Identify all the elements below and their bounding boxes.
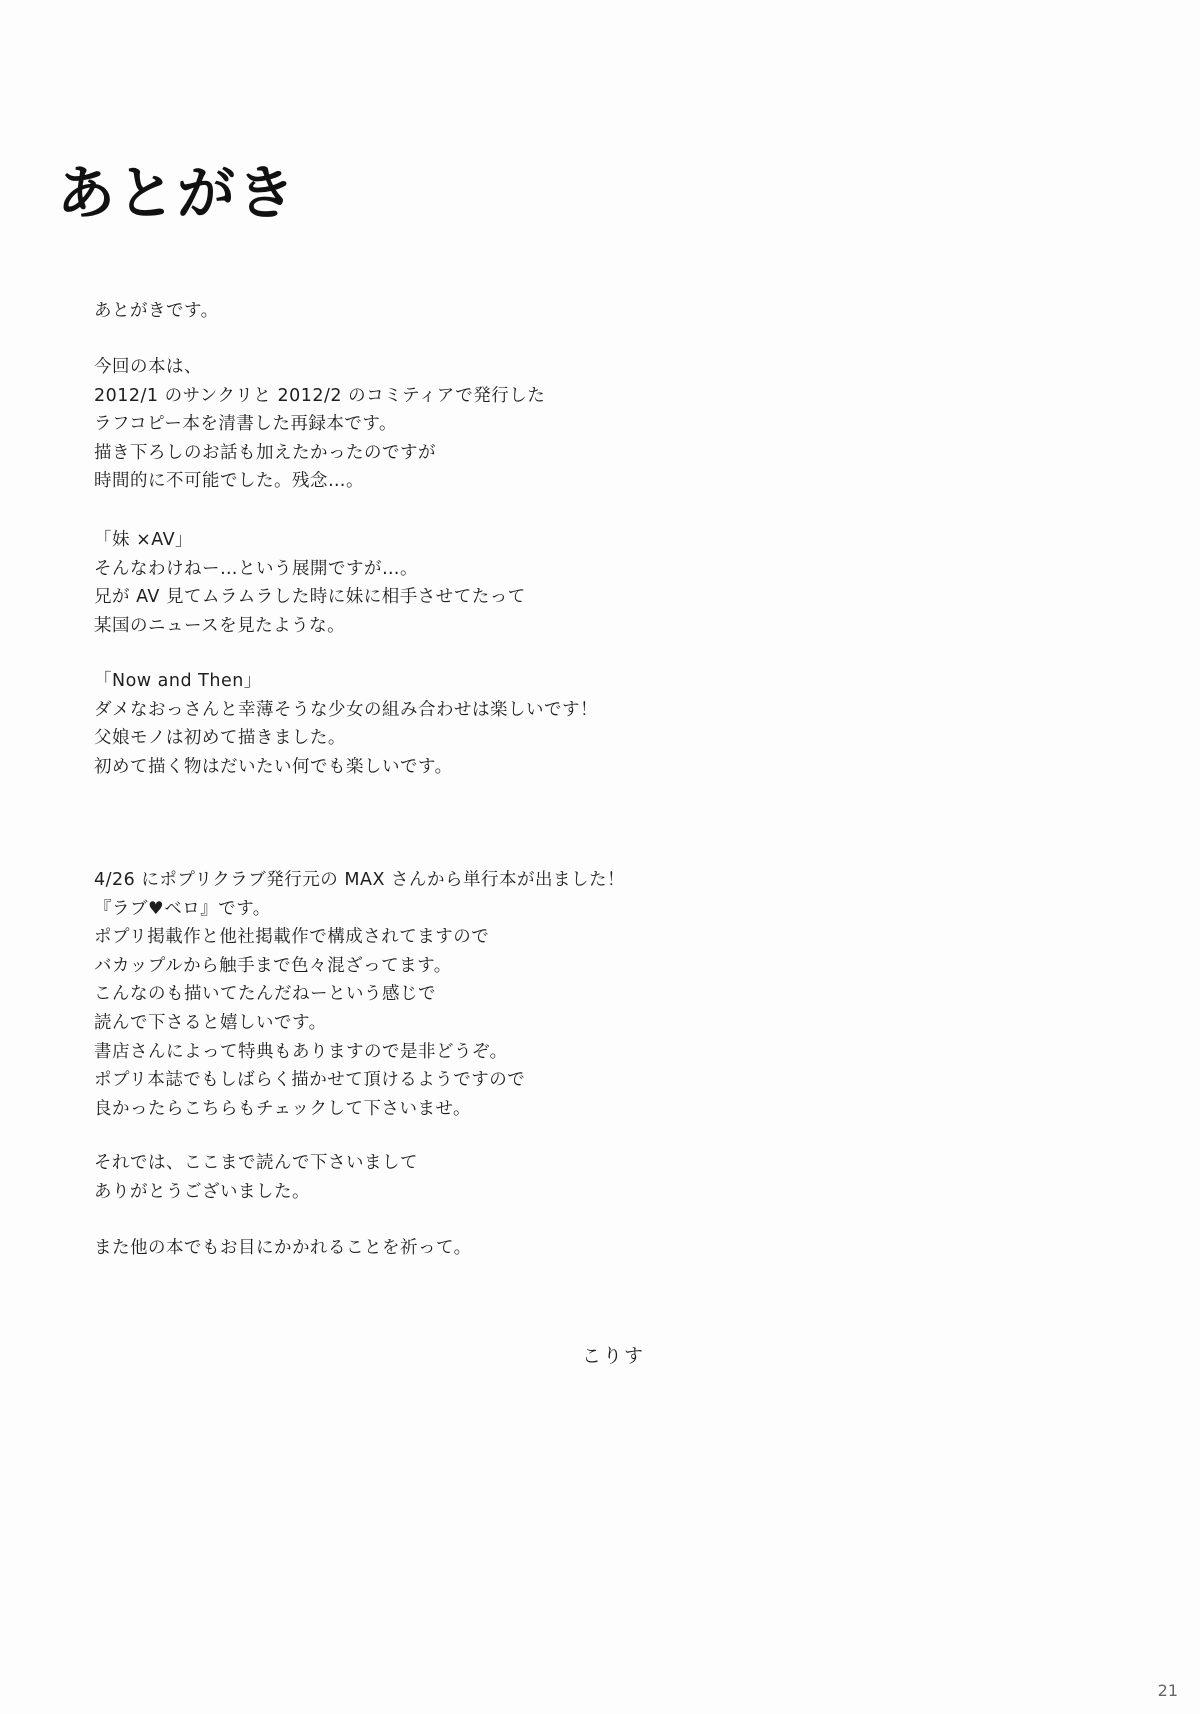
paragraph-greeting <box>94 297 219 326</box>
text-line: 某国のニュースを見たような。 <box>94 615 346 636</box>
text-line: 2012/1 のサンクリと 2012/2 のコミティアで発行した <box>94 385 546 406</box>
text-line: 4/26 にポプリクラブ発行元の MAX さんから単行本が出ました！ <box>94 870 625 890</box>
text-line: それでは、ここまで読んで下さいまして <box>94 1153 418 1173</box>
paragraph-announcement <box>94 866 625 1123</box>
text-line: ダメなおっさんと幸薄そうな少女の組み合わせは楽しいです！ <box>94 699 598 720</box>
text-line: 『ラブ♥ベロ』です。 <box>94 898 271 919</box>
page-number: 21 <box>1157 1681 1178 1700</box>
paragraph-closing <box>94 1234 472 1263</box>
text-line: そんなわけねー…という展開ですが…。 <box>94 558 418 579</box>
page-title: あとがき <box>57 159 298 227</box>
text-line: 今回の本は、 <box>94 357 202 377</box>
text-line: こんなのも描いてたんだねーという感じで <box>94 984 436 1005</box>
text-line: 兄が AV 見てムラムラした時に妹に相手させてたって <box>94 587 526 608</box>
text-line: ポプリ本誌でもしばらく描かせて頂けるようですので <box>94 1070 526 1091</box>
text-line: 父娘モノは初めて描きました。 <box>94 728 346 749</box>
text-line: バカップルから触手まで色々混ざってます。 <box>94 955 452 976</box>
text-line: 良かったらこちらもチェックして下さいませ。 <box>94 1098 471 1119</box>
text-line: ありがとうございました。 <box>94 1181 310 1202</box>
text-line: 読んで下さると嬉しいです。 <box>94 1012 327 1033</box>
paragraph-story-one <box>94 526 526 640</box>
text-line: また他の本でもお目にかかれることを祈って。 <box>94 1238 472 1258</box>
text-line: ポプリ掲載作と他社掲載作で構成されてますので <box>94 927 490 948</box>
text-line: ラフコピー本を清書した再録本です。 <box>94 414 398 435</box>
text-line: 書店さんによって特典もありますので是非どうぞ。 <box>94 1041 508 1062</box>
text-line: 描き下ろしのお話も加えたかったのですが <box>94 442 436 463</box>
text-line: あとがきです。 <box>94 301 219 321</box>
text-line: 時間的に不可能でした。残念…。 <box>94 471 364 492</box>
text-line: 初めて描く物はだいたい何でも楽しいです。 <box>94 756 453 777</box>
text-line: 「妹 ×AV」 <box>94 530 194 550</box>
text-line: 「Now and Then」 <box>94 671 262 691</box>
paragraph-story-two <box>94 667 598 781</box>
author-signature: こりす <box>582 1345 646 1367</box>
paragraph-about-book <box>94 353 545 496</box>
paragraph-thanks <box>94 1149 418 1206</box>
